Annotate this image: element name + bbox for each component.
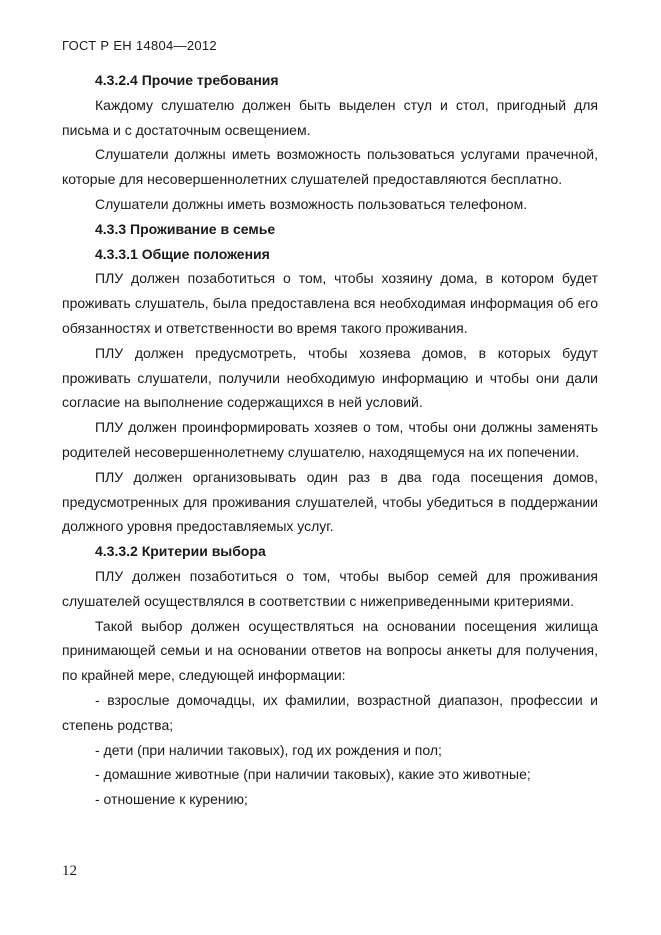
paragraph: ПЛУ должен проинформировать хозяев о том, чтобы они должны заменять родителей несовершеннолетнему слушателю, находящемуся на их попечении.	[62, 419, 598, 460]
paragraph: ПЛУ должен организовывать один раз в два года посещения домов, предусмотренных для проживания слушателей, чтобы убедиться в поддержании должного уровня предоставляемых услуг.	[62, 468, 598, 535]
document-body	[62, 68, 598, 812]
page-number: 12	[62, 863, 77, 879]
paragraph: ПЛУ должен позаботиться о том, чтобы хозяину дома, в котором будет проживать слушатель, была предоставлена вся необходимая информация об его обязанностях и ответственности во время такого проживания.	[62, 270, 598, 336]
paragraph: Слушатели должны иметь возможность пользоваться услугами прачечной, которые для несовершеннолетних слушателей предоставляются бесплатно.	[62, 146, 598, 188]
list-item: - взрослые домочадцы, их фамилии, возрастной диапазон, профессии и степень родства;	[62, 691, 598, 733]
list-item: - дети (при наличии таковых), год их рождения и пол;	[95, 741, 442, 758]
section-heading: 4.3.2.4 Прочие требования	[95, 72, 279, 88]
list-item: - домашние животные (при наличии таковых), какие это животные;	[95, 766, 531, 783]
section-heading: 4.3.3.1 Общие положения	[95, 245, 270, 262]
section-heading: 4.3.3.2 Критерии выбора	[95, 543, 266, 560]
paragraph: Такой выбор должен осуществляться на основании посещения жилища принимающей семьи и на основании ответов на вопросы анкеты для получения, по крайней мере, следующей информации:	[62, 617, 598, 684]
document-header: ГОСТ Р ЕН 14804—2012	[62, 38, 217, 53]
list-item: - отношение к курению;	[95, 791, 248, 808]
section-heading: 4.3.3 Проживание в семье	[95, 220, 276, 237]
paragraph: ПЛУ должен предусмотреть, чтобы хозяева домов, в которых будут проживать слушатели, получили необходимую информацию и чтобы они дали согласие на выполнение содержащихся в ней условий.	[62, 344, 598, 411]
paragraph: Каждому слушателю должен быть выделен стул и стол, пригодный для письма и с достаточным освещением.	[62, 96, 598, 138]
paragraph: ПЛУ должен позаботиться о том, чтобы выбор семей для проживания слушателей осуществлялся в соответствии с нижеприведенными критериями.	[62, 567, 598, 609]
paragraph: Слушатели должны иметь возможность пользоваться телефоном.	[95, 195, 528, 212]
